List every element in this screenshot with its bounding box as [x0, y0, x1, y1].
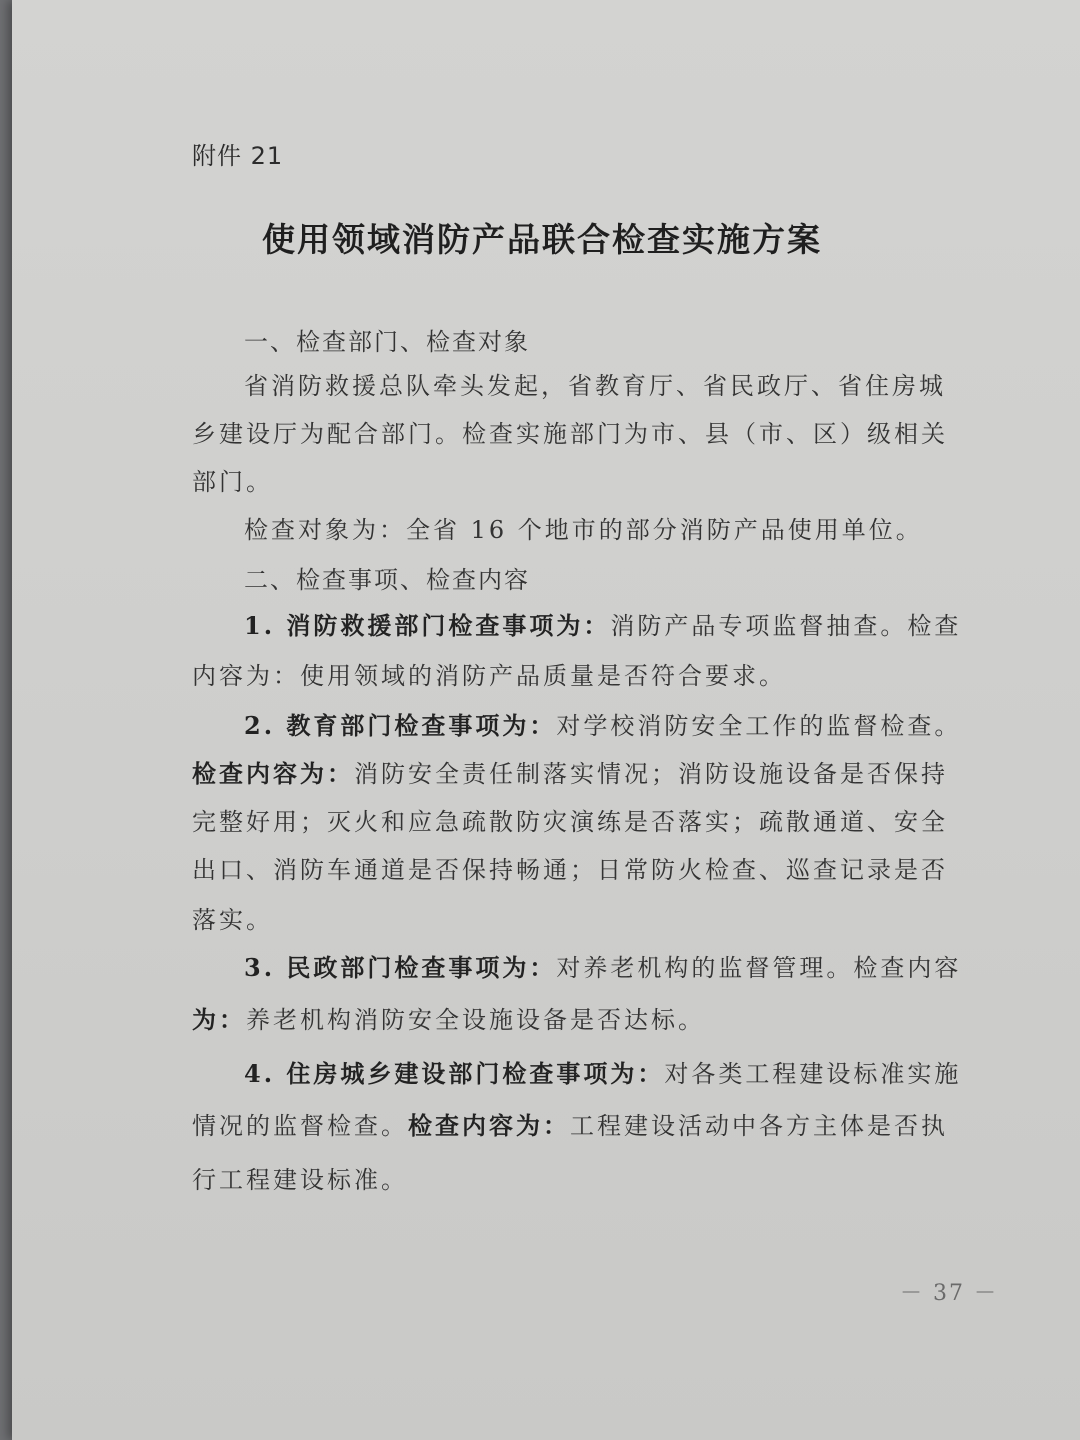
item-3-label: 为： [192, 1005, 246, 1034]
section-1-heading: 一、检查部门、检查对象 [244, 328, 530, 356]
item-3-text: 对养老机构的监督管理。检查内容 [556, 954, 962, 982]
section-1-para-1-line-1: 省消防救援总队牵头发起，省教育厅、省民政厅、省住房城 [244, 372, 946, 400]
item-2-content-text: 消防安全责任制落实情况；消防设施设备是否保持 [354, 760, 948, 788]
item-4-line-3: 行工程建设标准。 [192, 1166, 408, 1194]
item-2-line-1 [244, 706, 1008, 741]
item-2-line-4: 出口、消防车通道是否保持畅通；日常防火检查、巡查记录是否 [192, 856, 948, 884]
item-3-line-1 [244, 948, 1008, 983]
item-3-line-2 [192, 1000, 956, 1035]
attachment-label: 附件 21 [192, 142, 284, 170]
item-4-content-label: 检查内容为： [408, 1111, 570, 1140]
item-1-title: 1. 消防救援部门检查事项为： [244, 611, 611, 640]
item-3-content: 养老机构消防安全设施设备是否达标。 [246, 1006, 705, 1034]
item-2-content-label: 检查内容为： [192, 759, 354, 788]
item-4-line-1 [244, 1054, 1008, 1089]
item-1-line-2: 内容为：使用领域的消防产品质量是否符合要求。 [192, 662, 786, 690]
section-2-heading: 二、检查事项、检查内容 [244, 566, 530, 594]
item-2-line-5: 落实。 [192, 906, 273, 934]
section-1-para-1-line-3: 部门。 [192, 468, 273, 496]
section-1-para-2: 检查对象为：全省 16 个地市的部分消防产品使用单位。 [244, 516, 923, 544]
item-1-line-1 [244, 606, 1008, 641]
item-2-line-3: 完整好用；灭火和应急疏散防灾演练是否落实；疏散通道、安全 [192, 808, 948, 836]
section-1-para-1-line-2: 乡建设厅为配合部门。检查实施部门为市、县（市、区）级相关 [192, 420, 948, 448]
item-4-content-text: 工程建设活动中各方主体是否执 [570, 1112, 948, 1140]
document-title: 使用领域消防产品联合检查实施方案 [262, 220, 822, 259]
item-4-line-2 [192, 1106, 956, 1141]
item-1-text: 消防产品专项监督抽查。检查 [610, 612, 962, 640]
item-4-text: 对各类工程建设标准实施 [664, 1060, 962, 1088]
item-4-title: 4. 住房城乡建设部门检查事项为： [244, 1059, 665, 1088]
item-3-title: 3. 民政部门检查事项为： [244, 953, 557, 982]
document-page [12, 0, 1080, 1440]
item-2-title: 2. 教育部门检查事项为： [244, 711, 557, 740]
item-4-line-2-start: 情况的监督检查。 [192, 1112, 408, 1140]
item-2-text: 对学校消防安全工作的监督检查。 [556, 712, 962, 740]
page-number: － 37 － [900, 1281, 998, 1306]
item-2-line-2 [192, 754, 956, 789]
